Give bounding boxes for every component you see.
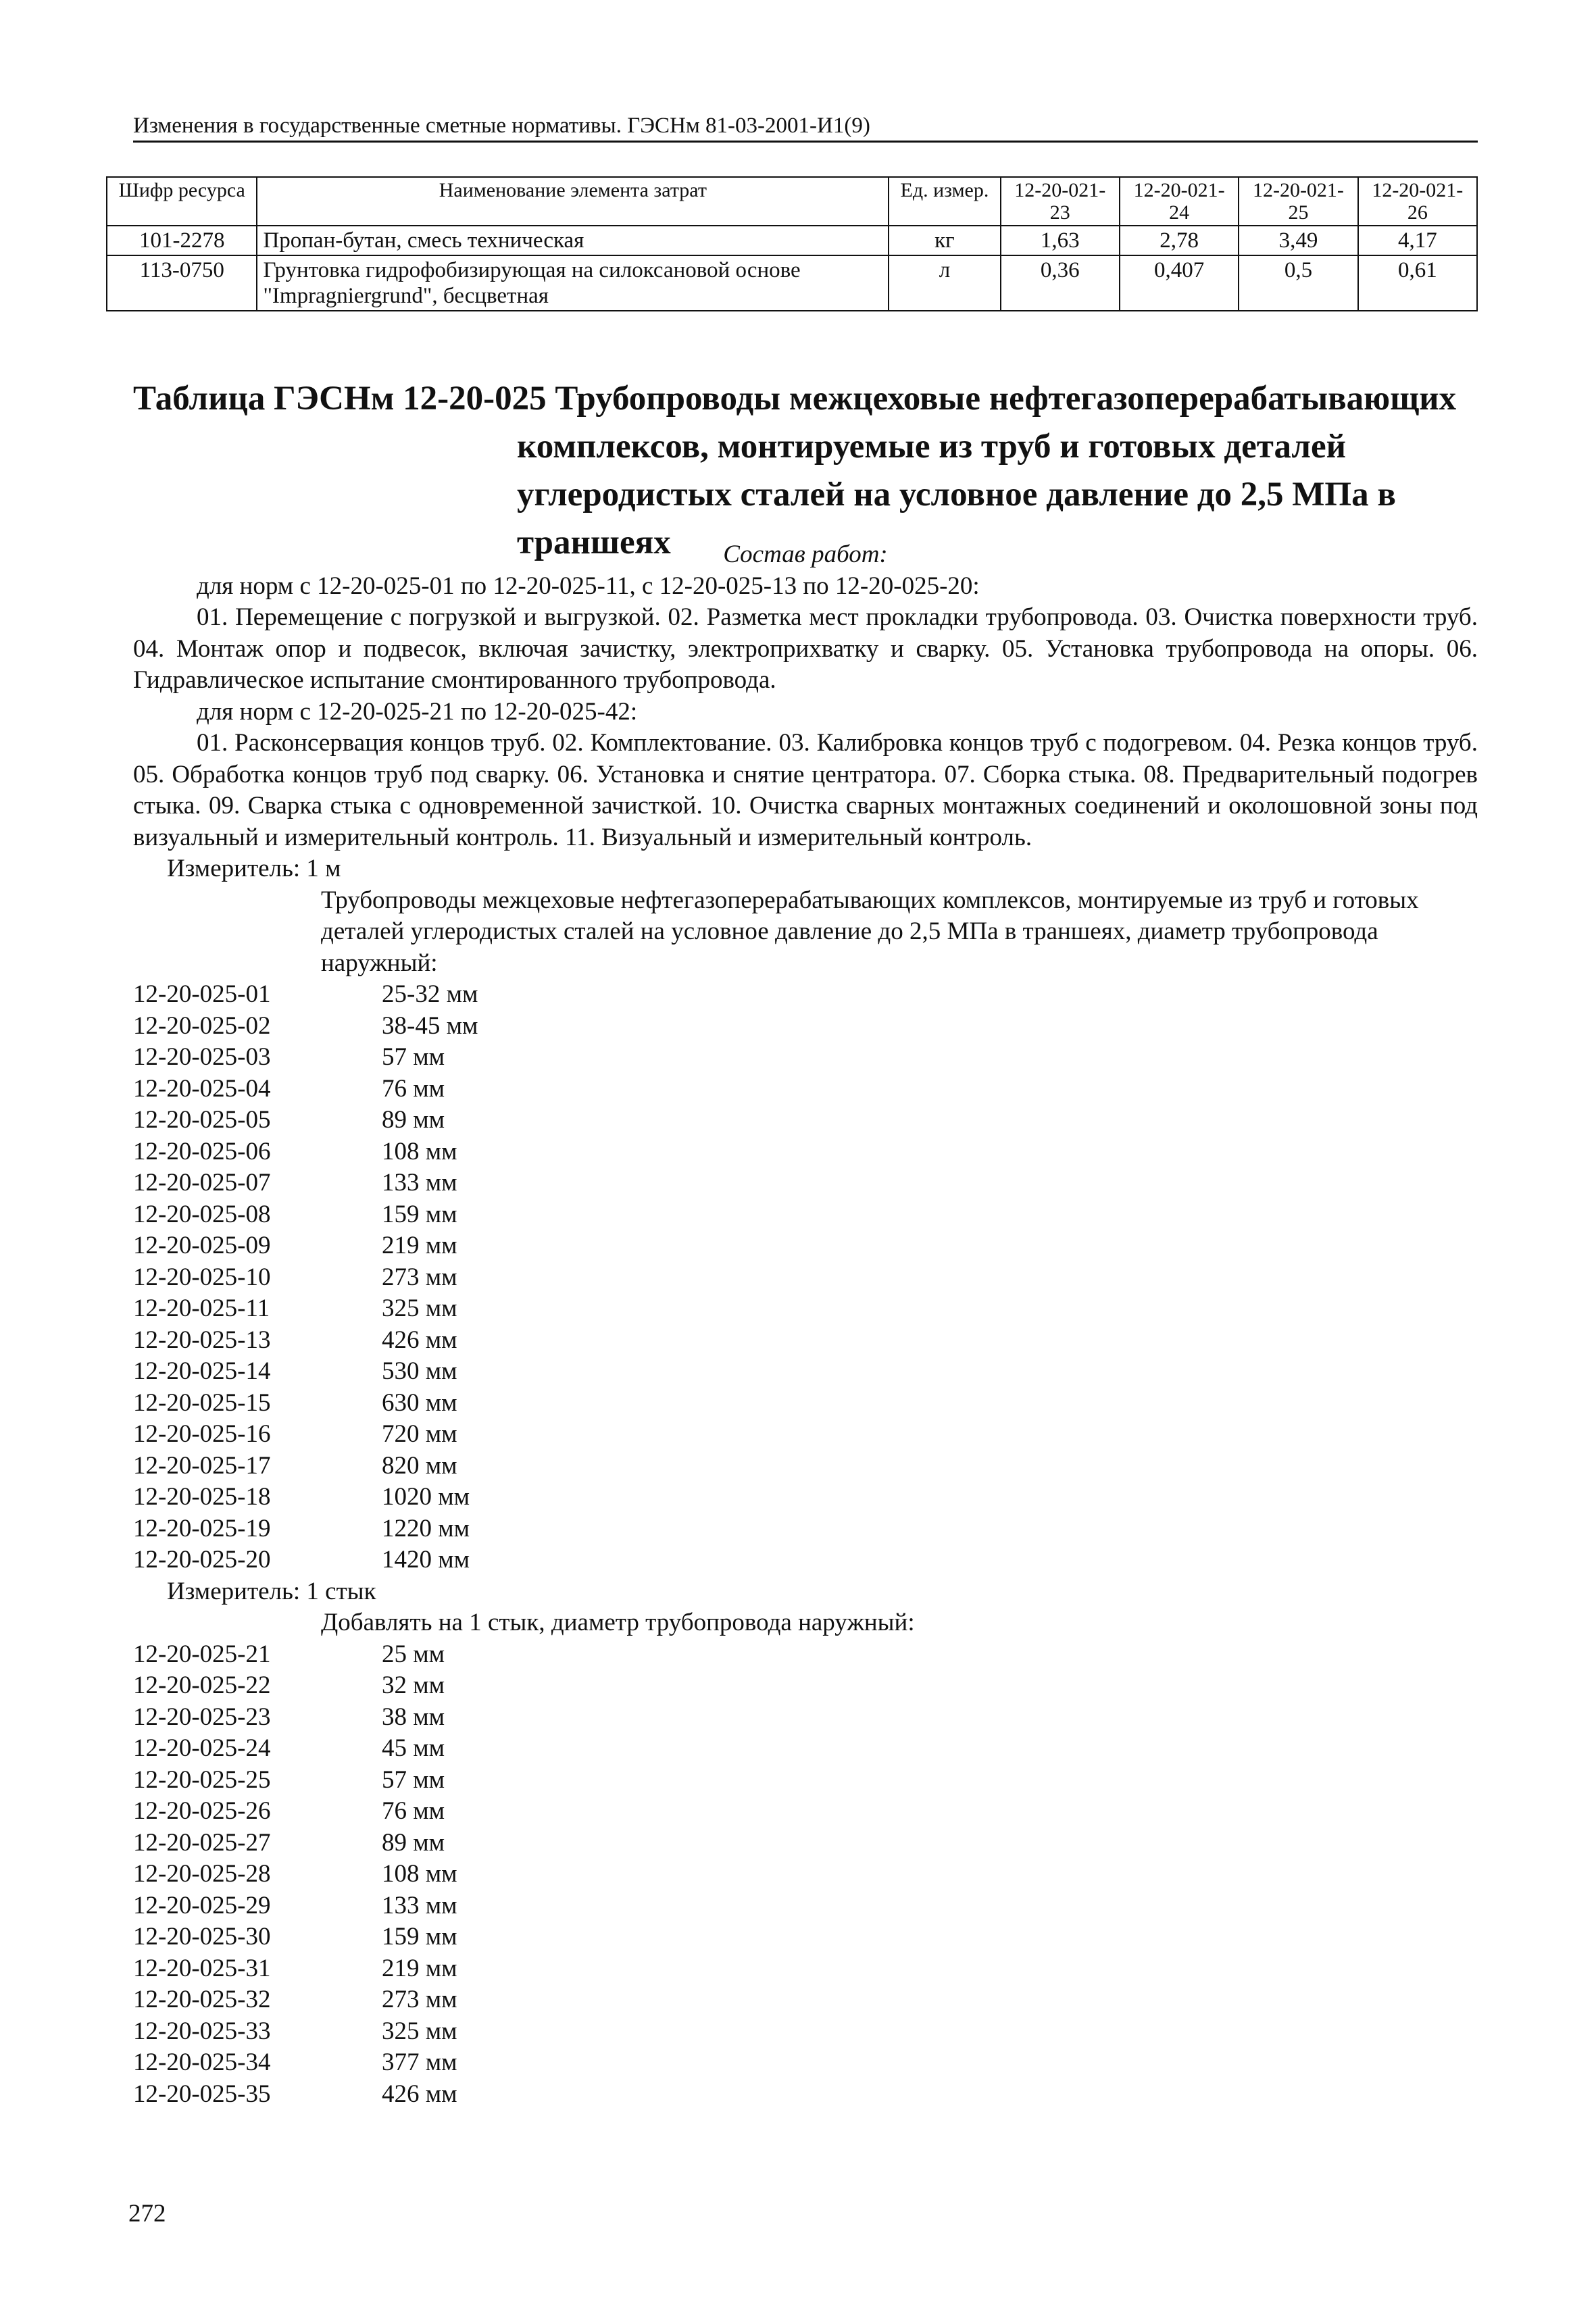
diameter-value: 45 мм	[382, 1734, 445, 1762]
section2-list	[133, 1639, 1478, 2111]
resource-table	[106, 176, 1478, 311]
diameter-value: 25-32 мм	[382, 980, 478, 1008]
norm-code: 12-20-025-21	[133, 1640, 271, 1668]
section2-description: Добавлять на 1 стык, диаметр трубопровода наружный:	[321, 1609, 915, 1636]
list-item	[133, 1890, 1478, 1922]
list-item	[133, 2079, 1478, 2111]
table-cell: 101-2278	[107, 226, 257, 255]
table-cell: Грунтовка гидрофобизирующая на силоксановой основе "Impragniergrund", бесцветная	[257, 255, 889, 311]
list-item	[133, 1388, 1478, 1419]
list-item	[133, 1828, 1478, 1859]
document-body	[133, 539, 1478, 2110]
norm-code: 12-20-025-15	[133, 1388, 271, 1417]
table-header-cell: Наименование элемента затрат	[257, 177, 889, 226]
norm-code: 12-20-025-05	[133, 1106, 271, 1134]
norm-code: 12-20-025-28	[133, 1860, 271, 1888]
list-item	[133, 1074, 1478, 1105]
table-cell: 3,49	[1239, 226, 1357, 255]
group1-label: для норм с 12-20-025-01 по 12-20-025-11, с 12-20-025-13 по 12-20-025-20:	[197, 572, 980, 600]
list-item	[133, 1167, 1478, 1199]
norm-code: 12-20-025-35	[133, 2080, 271, 2108]
diameter-value: 630 мм	[382, 1388, 457, 1417]
norm-code: 12-20-025-22	[133, 1671, 271, 1699]
norm-code: 12-20-025-19	[133, 1514, 271, 1542]
list-item	[133, 1702, 1478, 1734]
table-cell: 0,5	[1239, 255, 1357, 311]
norm-code: 12-20-025-32	[133, 1986, 271, 2013]
group2-label: для норм с 12-20-025-21 по 12-20-025-42:	[197, 697, 638, 726]
table-cell: л	[889, 255, 1000, 311]
norm-code: 12-20-025-16	[133, 1420, 271, 1448]
group2-text: 01. Расконсервация концов труб. 02. Комплектование. 03. Калибровка концов труб с подогревом. 04. Резка концов труб. 05. Обработка концов труб под сварку. 06. Установка и снятие центратора. 07. Сборка стыка. 08. Предварительный подогрев стыка. 09. Сварка стыка с одновременной зачисткой. 10. Очистка сварных монтажных соединений и околошовной зоны под визуальный и измерительный контроль. 11. Визуальный и измерительный контроль.	[133, 729, 1478, 851]
list-item	[133, 1513, 1478, 1545]
title-line-2: комплексов, монтируемые из труб и готовых деталей	[517, 428, 1347, 466]
table-cell: 0,61	[1358, 255, 1477, 311]
norm-code: 12-20-025-26	[133, 1797, 271, 1825]
title-line-3: углеродистых сталей на условное давление до 2,5 МПа в	[517, 476, 1396, 513]
diameter-value: 133 мм	[382, 1891, 457, 1919]
table-header-cell: Шифр ресурса	[107, 177, 257, 226]
list-item	[133, 1921, 1478, 1953]
diameter-value: 108 мм	[382, 1860, 457, 1888]
norm-code: 12-20-025-06	[133, 1137, 271, 1165]
table-header-cell: 12-20-021-26	[1358, 177, 1477, 226]
diameter-value: 325 мм	[382, 1294, 457, 1322]
list-item	[133, 1230, 1478, 1262]
norm-code: 12-20-025-34	[133, 2048, 271, 2076]
list-item	[133, 1262, 1478, 1294]
table-cell: 1,63	[1001, 226, 1120, 255]
diameter-value: 32 мм	[382, 1671, 445, 1699]
list-item	[133, 1105, 1478, 1136]
diameter-value: 426 мм	[382, 2080, 457, 2108]
list-item	[133, 1136, 1478, 1168]
norm-code: 12-20-025-14	[133, 1357, 271, 1385]
list-item	[133, 1419, 1478, 1451]
norm-code: 12-20-025-11	[133, 1294, 270, 1322]
composition-heading: Состав работ:	[723, 540, 888, 568]
list-item	[133, 1356, 1478, 1388]
norm-code: 12-20-025-24	[133, 1734, 271, 1762]
measure-2: Измеритель: 1 стык	[167, 1577, 376, 1605]
list-item	[133, 1953, 1478, 1985]
list-item	[133, 1325, 1478, 1357]
norm-code: 12-20-025-29	[133, 1891, 271, 1919]
norm-code: 12-20-025-04	[133, 1074, 271, 1103]
table-row	[107, 255, 1477, 311]
diameter-value: 273 мм	[382, 1986, 457, 2013]
measure-1: Измеритель: 1 м	[167, 855, 341, 882]
diameter-value: 720 мм	[382, 1420, 457, 1448]
diameter-value: 25 мм	[382, 1640, 445, 1668]
table-cell: 4,17	[1358, 226, 1477, 255]
norm-code: 12-20-025-23	[133, 1703, 271, 1731]
diameter-value: 159 мм	[382, 1200, 457, 1228]
table-header-cell: 12-20-021-25	[1239, 177, 1357, 226]
table-cell: 0,407	[1120, 255, 1239, 311]
diameter-value: 38 мм	[382, 1703, 445, 1731]
table-header-cell: 12-20-021-24	[1120, 177, 1239, 226]
diameter-value: 377 мм	[382, 2048, 457, 2076]
section1-description: Трубопроводы межцеховые нефтегазоперерабатывающих комплексов, монтируемые из труб и готовых деталей углеродистых сталей на условное давление до 2,5 МПа в траншеях, диаметр трубопровода наружный:	[321, 886, 1419, 977]
norm-code: 12-20-025-25	[133, 1765, 271, 1794]
norm-code: 12-20-025-07	[133, 1169, 271, 1197]
norm-code: 12-20-025-10	[133, 1263, 271, 1291]
diameter-value: 57 мм	[382, 1043, 445, 1071]
table-cell: 0,36	[1001, 255, 1120, 311]
list-item	[133, 1042, 1478, 1074]
table-cell: 2,78	[1120, 226, 1239, 255]
list-item	[133, 1199, 1478, 1231]
title-line-1: Таблица ГЭСНм 12-20-025 Трубопроводы межцеховые нефтегазоперерабатывающих	[133, 380, 1457, 418]
norm-code: 12-20-025-17	[133, 1451, 271, 1480]
list-item	[133, 2047, 1478, 2079]
list-item	[133, 1293, 1478, 1325]
diameter-value: 76 мм	[382, 1074, 445, 1103]
table-cell: 113-0750	[107, 255, 257, 311]
table-title	[133, 375, 1478, 567]
norm-code: 12-20-025-08	[133, 1200, 271, 1228]
list-item	[133, 1670, 1478, 1702]
norm-code: 12-20-025-13	[133, 1326, 271, 1354]
norm-code: 12-20-025-01	[133, 980, 271, 1008]
diameter-value: 1420 мм	[382, 1546, 470, 1574]
diameter-value: 133 мм	[382, 1169, 457, 1197]
diameter-value: 1220 мм	[382, 1514, 470, 1542]
table-cell: кг	[889, 226, 1000, 255]
diameter-value: 76 мм	[382, 1797, 445, 1825]
table-cell: Пропан-бутан, смесь техническая	[257, 226, 889, 255]
diameter-value: 89 мм	[382, 1828, 445, 1857]
norm-code: 12-20-025-09	[133, 1232, 271, 1259]
title-line-4: траншеях	[517, 524, 671, 561]
page-number: 272	[128, 2200, 166, 2228]
diameter-value: 159 мм	[382, 1923, 457, 1951]
list-item	[133, 1796, 1478, 1828]
table-header-cell: 12-20-021-23	[1001, 177, 1120, 226]
diameter-value: 426 мм	[382, 1326, 457, 1354]
list-item	[133, 2016, 1478, 2048]
list-item	[133, 1733, 1478, 1765]
norm-code: 12-20-025-33	[133, 2017, 271, 2045]
list-item	[133, 1639, 1478, 1671]
diameter-value: 1020 мм	[382, 1483, 470, 1511]
list-item	[133, 1984, 1478, 2016]
list-item	[133, 979, 1478, 1011]
norm-code: 12-20-025-20	[133, 1546, 271, 1574]
diameter-value: 219 мм	[382, 1954, 457, 1982]
norm-code: 12-20-025-02	[133, 1011, 271, 1040]
diameter-value: 530 мм	[382, 1357, 457, 1385]
list-item	[133, 1482, 1478, 1513]
diameter-value: 820 мм	[382, 1451, 457, 1480]
norm-code: 12-20-025-27	[133, 1828, 271, 1857]
norm-code: 12-20-025-03	[133, 1043, 271, 1071]
diameter-value: 89 мм	[382, 1106, 445, 1134]
section1-list	[133, 979, 1478, 1576]
table-row	[107, 226, 1477, 255]
diameter-value: 57 мм	[382, 1765, 445, 1794]
norm-code: 12-20-025-31	[133, 1954, 271, 1982]
table-header-cell: Ед. измер.	[889, 177, 1000, 226]
list-item	[133, 1765, 1478, 1796]
diameter-value: 273 мм	[382, 1263, 457, 1291]
running-header: Изменения в государственные сметные нормативы. ГЭСНм 81-03-2001-И1(9)	[133, 112, 1478, 143]
diameter-value: 108 мм	[382, 1137, 457, 1165]
group1-text: 01. Перемещение с погрузкой и выгрузкой. 02. Разметка мест прокладки трубопровода. 03. Очистка поверхности труб. 04. Монтаж опор и подвесок, включая зачистку, электроприхватку и сварку. 05. Установка трубопровода на опоры. 06. Гидравлическое испытание смонтированного трубопровода.	[133, 603, 1478, 694]
list-item	[133, 1011, 1478, 1042]
list-item	[133, 1544, 1478, 1576]
table-header-row	[107, 177, 1477, 226]
list-item	[133, 1451, 1478, 1482]
norm-code: 12-20-025-18	[133, 1483, 271, 1511]
diameter-value: 219 мм	[382, 1232, 457, 1259]
diameter-value: 325 мм	[382, 2017, 457, 2045]
norm-code: 12-20-025-30	[133, 1923, 271, 1951]
list-item	[133, 1859, 1478, 1890]
diameter-value: 38-45 мм	[382, 1011, 478, 1040]
